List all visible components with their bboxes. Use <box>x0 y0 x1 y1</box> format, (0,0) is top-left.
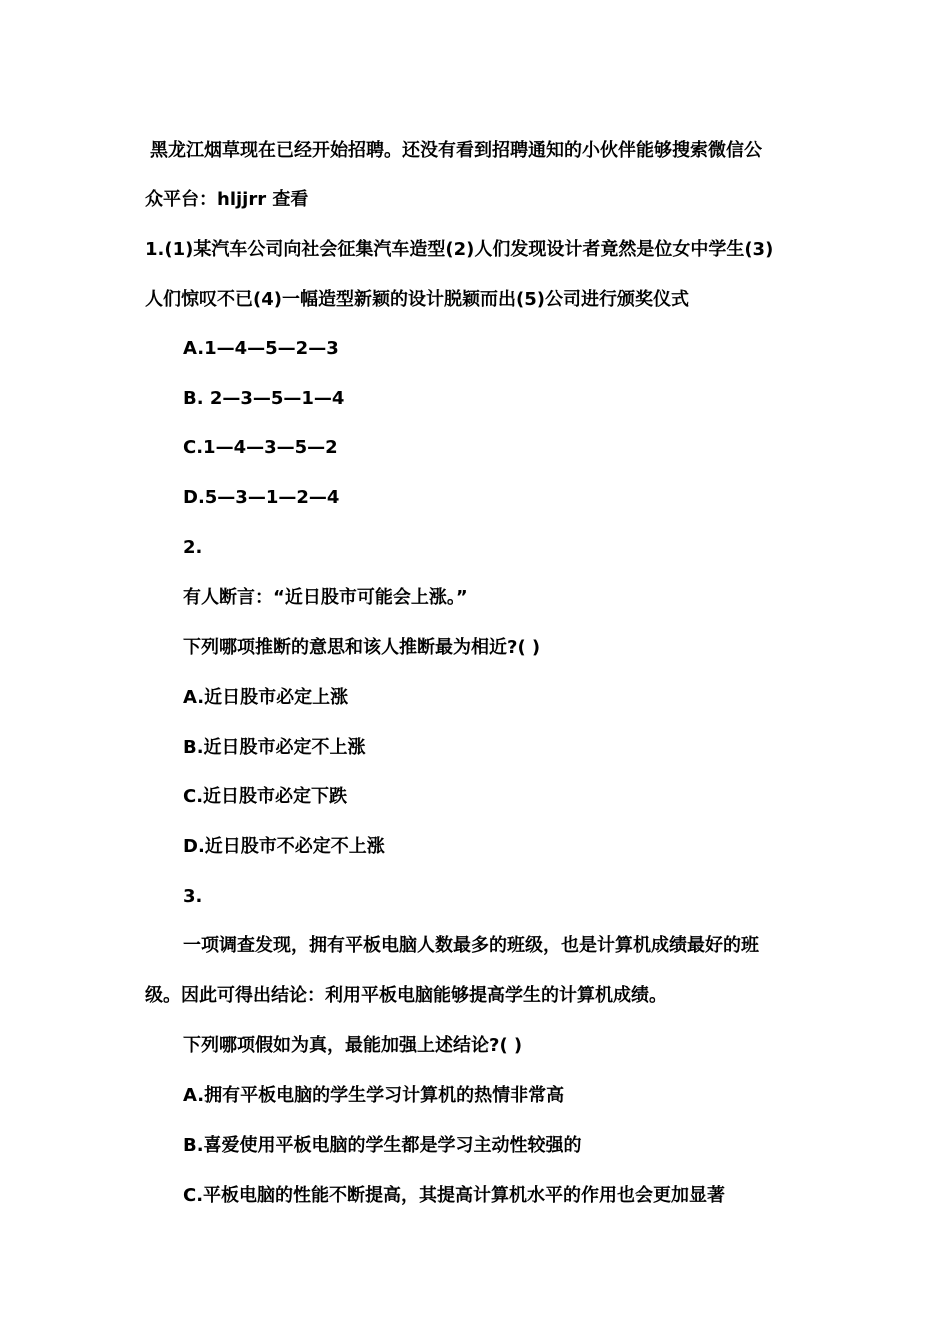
q1-stem-line-1: 1.(1)某汽车公司向社会征集汽车造型(2)人们发现设计者竟然是位女中学生(3) <box>145 239 774 260</box>
q3-option-a: A.拥有平板电脑的学生学习计算机的热情非常高 <box>183 1085 565 1106</box>
q2-question: 下列哪项推断的意思和该人推断最为相近?( ) <box>183 637 541 658</box>
q1-option-b: B. 2—3—5—1—4 <box>183 388 345 409</box>
q2-option-c: C.近日股市必定下跌 <box>183 786 348 807</box>
q3-option-b: B.喜爱使用平板电脑的学生都是学习主动性较强的 <box>183 1135 582 1156</box>
q2-number: 2. <box>183 537 203 558</box>
q2-statement: 有人断言：“近日股市可能会上涨。” <box>183 587 468 608</box>
q2-option-b: B.近日股市必定不上涨 <box>183 737 366 758</box>
intro-line-1: 黑龙江烟草现在已经开始招聘。还没有看到招聘通知的小伙伴能够搜索微信公 <box>150 140 762 161</box>
q3-question: 下列哪项假如为真，最能加强上述结论?( ) <box>183 1035 523 1056</box>
q1-option-d: D.5—3—1—2—4 <box>183 487 340 508</box>
q2-option-d: D.近日股市不必定不上涨 <box>183 836 385 857</box>
q3-number: 3. <box>183 886 203 907</box>
q1-stem-line-2: 人们惊叹不已(4)一幅造型新颖的设计脱颖而出(5)公司进行颁奖仪式 <box>145 289 689 310</box>
q2-option-a: A.近日股市必定上涨 <box>183 687 349 708</box>
q3-stem-line-2: 级。因此可得出结论：利用平板电脑能够提高学生的计算机成绩。 <box>145 985 667 1006</box>
q1-option-c: C.1—4—3—5—2 <box>183 437 338 458</box>
intro-line-2: 众平台：hljjrr 查看 <box>145 189 309 210</box>
q3-stem-line-1: 一项调查发现，拥有平板电脑人数最多的班级，也是计算机成绩最好的班 <box>183 935 759 956</box>
q3-option-c: C.平板电脑的性能不断提高，其提高计算机水平的作用也会更加显著 <box>183 1185 726 1206</box>
q1-option-a: A.1—4—5—2—3 <box>183 338 339 359</box>
